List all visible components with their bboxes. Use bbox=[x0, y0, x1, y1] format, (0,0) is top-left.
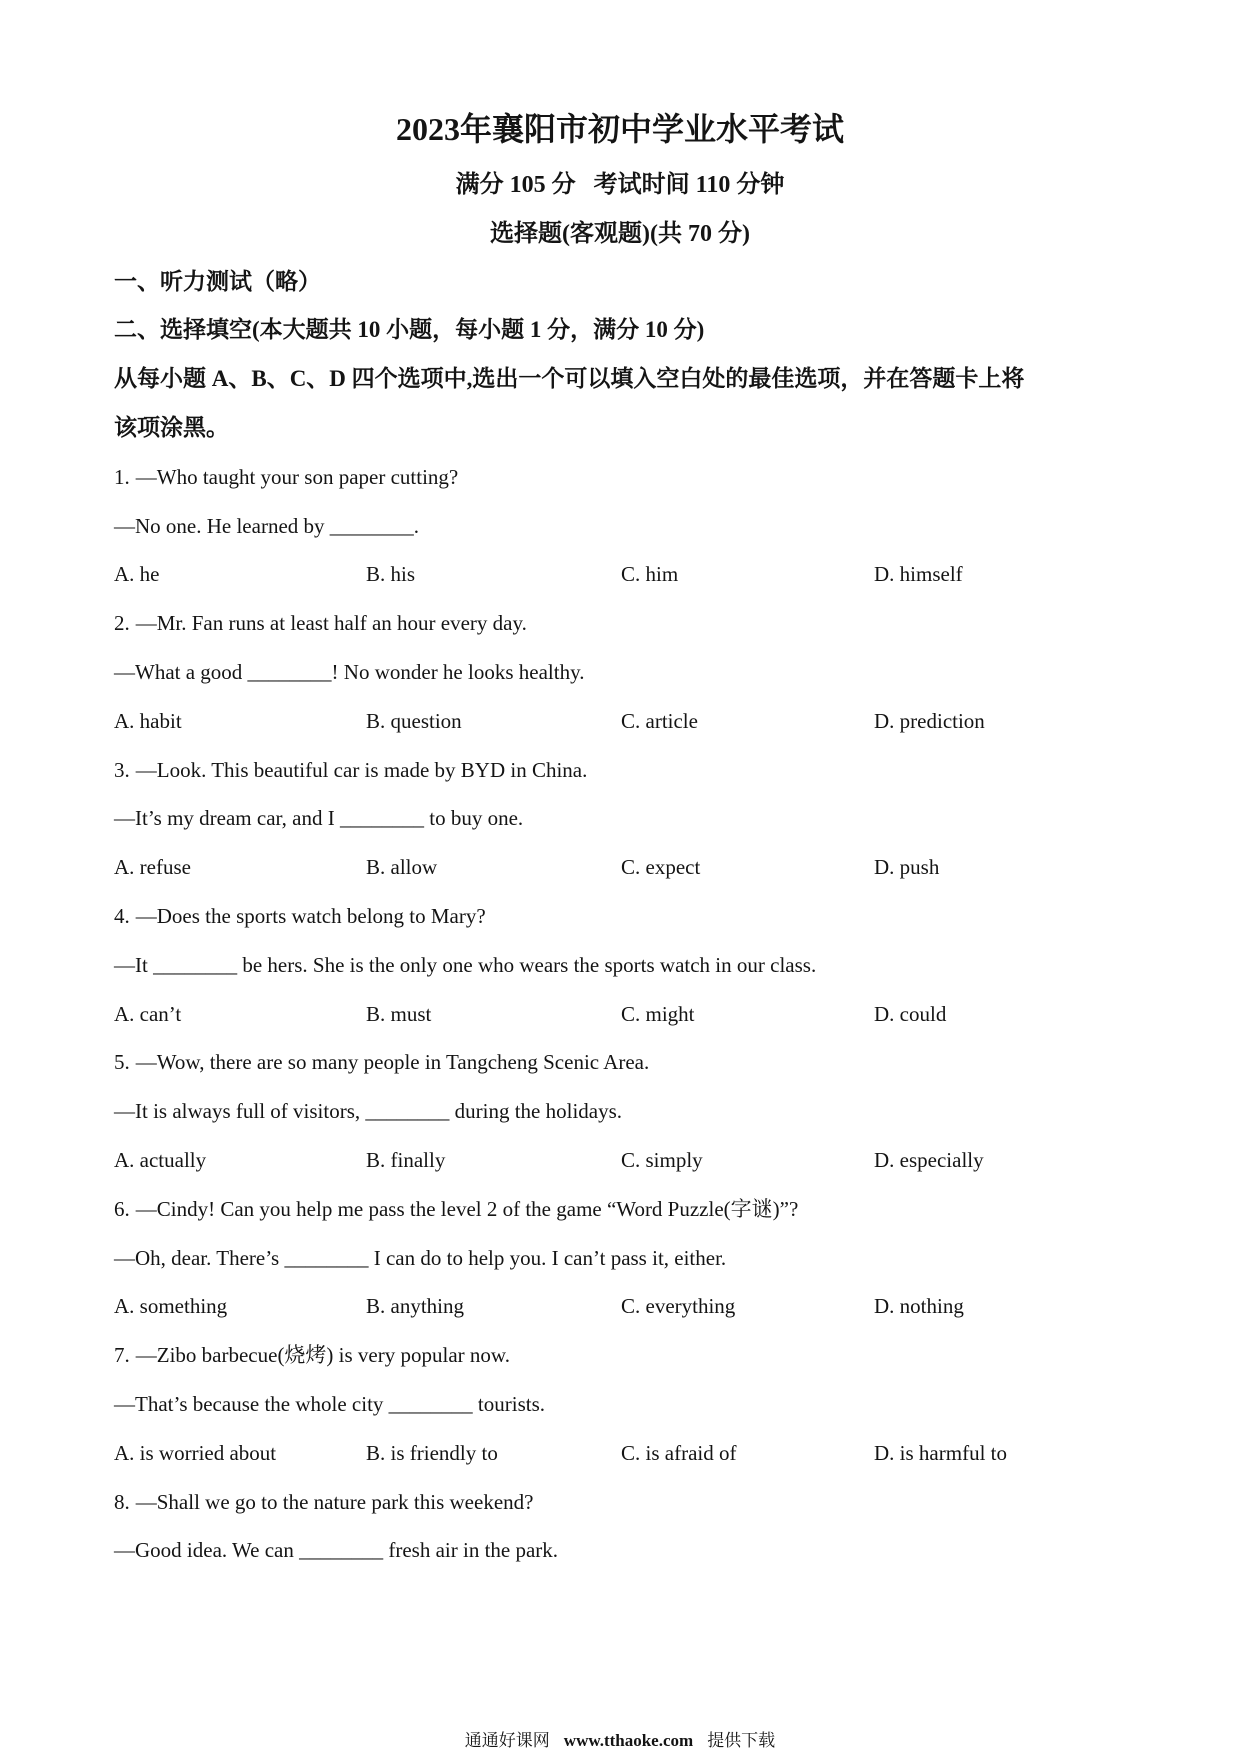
option-d: D. push bbox=[874, 855, 940, 880]
question-reply: —It is always full of visitors, ________ during the holidays. bbox=[114, 1099, 623, 1124]
question-options bbox=[114, 843, 1124, 892]
question-number: 8. bbox=[114, 1489, 130, 1514]
question-number: 3. bbox=[114, 757, 130, 782]
option-c: C. might bbox=[621, 1001, 695, 1026]
question-prompt-text: —Mr. Fan runs at least half an hour every day. bbox=[135, 611, 527, 636]
question-number: 4. bbox=[114, 903, 130, 928]
question-prompt-text: —Wow, there are so many people in Tangcheng Scenic Area. bbox=[135, 1050, 650, 1075]
question-prompt bbox=[114, 1331, 1124, 1380]
question-options bbox=[114, 550, 1124, 599]
question-prompt bbox=[114, 453, 1124, 502]
option-b: B. allow bbox=[366, 855, 438, 880]
option-a: A. refuse bbox=[114, 855, 191, 880]
question-2 bbox=[114, 599, 1124, 745]
question-8 bbox=[114, 1478, 1124, 1576]
footer-url: www.tthaoke.com bbox=[563, 1731, 694, 1750]
question-reply: —Oh, dear. There’s ________ I can do to help you. I can’t pass it, either. bbox=[114, 1245, 727, 1270]
question-prompt-text: —Zibo barbecue(烧烤) is very popular now. bbox=[135, 1343, 510, 1368]
option-b: B. his bbox=[366, 562, 416, 587]
option-b: B. finally bbox=[366, 1147, 446, 1172]
question-reply: —That’s because the whole city ________ tourists. bbox=[114, 1391, 546, 1416]
question-reply: —No one. He learned by ________. bbox=[114, 513, 420, 538]
question-number: 7. bbox=[114, 1343, 130, 1368]
option-d: D. could bbox=[874, 1001, 947, 1026]
option-b: B. anything bbox=[366, 1294, 464, 1319]
option-a: A. actually bbox=[114, 1147, 207, 1172]
question-number: 1. bbox=[114, 464, 130, 489]
option-c: C. him bbox=[621, 562, 679, 587]
question-reply: —Good idea. We can ________ fresh air in the park. bbox=[114, 1538, 559, 1563]
option-c: C. is afraid of bbox=[621, 1440, 737, 1465]
option-d: D. himself bbox=[874, 562, 963, 587]
question-options bbox=[114, 1429, 1124, 1478]
option-c: C. everything bbox=[621, 1294, 736, 1319]
question-number: 6. bbox=[114, 1196, 130, 1221]
question-reply: —It’s my dream car, and I ________ to buy one. bbox=[114, 806, 524, 831]
option-b: B. question bbox=[366, 708, 462, 733]
option-a: A. can’t bbox=[114, 1001, 182, 1026]
question-options bbox=[114, 697, 1124, 746]
score-and-time-line: 满分 105 分 考试时间 110 分钟 bbox=[455, 172, 785, 198]
option-d: D. is harmful to bbox=[874, 1440, 1007, 1465]
question-number: 2. bbox=[114, 611, 130, 636]
option-c: C. expect bbox=[621, 855, 701, 880]
option-a: A. he bbox=[114, 562, 160, 587]
question-reply: —It ________ be hers. She is the only one who wears the sports watch in our class. bbox=[114, 952, 817, 977]
option-b: B. must bbox=[366, 1001, 432, 1026]
part2-instructions-line-1: 从每小题 A、B、C、D 四个选项中,选出一个可以填入空白处的最佳选项，并在答题卡上将 bbox=[114, 366, 1025, 392]
question-7 bbox=[114, 1331, 1124, 1477]
option-c: C. simply bbox=[621, 1147, 703, 1172]
option-a: A. habit bbox=[114, 708, 182, 733]
question-options bbox=[114, 1136, 1124, 1185]
option-d: D. prediction bbox=[874, 708, 985, 733]
question-1 bbox=[114, 453, 1124, 599]
option-d: D. nothing bbox=[874, 1294, 964, 1319]
question-5 bbox=[114, 1038, 1124, 1184]
question-prompt-text: —Cindy! Can you help me pass the level 2 of the game “Word Puzzle(字谜)”? bbox=[135, 1196, 799, 1221]
exam-title: 2023年襄阳市初中学业水平考试 bbox=[395, 111, 844, 147]
question-reply: —What a good ________! No wonder he looks healthy. bbox=[114, 659, 585, 684]
question-3 bbox=[114, 746, 1124, 892]
part2-instructions-line-2: 该项涂黑。 bbox=[114, 414, 229, 440]
question-prompt-text: —Does the sports watch belong to Mary? bbox=[135, 903, 486, 928]
question-options bbox=[114, 1282, 1124, 1331]
page-footer bbox=[0, 1730, 1240, 1752]
option-d: D. especially bbox=[874, 1147, 984, 1172]
footer-site-name: 通通好课网 bbox=[464, 1731, 550, 1750]
question-prompt bbox=[114, 599, 1124, 648]
part1-heading: 一、听力测试（略） bbox=[114, 268, 321, 294]
section-title: 选择题(客观题)(共 70 分) bbox=[490, 221, 750, 247]
question-prompt-text: —Shall we go to the nature park this weekend? bbox=[135, 1489, 534, 1514]
question-prompt bbox=[114, 746, 1124, 795]
question-prompt bbox=[114, 892, 1124, 941]
option-c: C. article bbox=[621, 708, 698, 733]
exam-body bbox=[114, 258, 1124, 1576]
question-number: 5. bbox=[114, 1050, 130, 1075]
question-prompt bbox=[114, 1478, 1124, 1527]
option-a: A. something bbox=[114, 1294, 228, 1319]
question-options bbox=[114, 990, 1124, 1039]
part2-heading: 二、选择填空(本大题共 10 小题，每小题 1 分，满分 10 分) bbox=[114, 317, 705, 343]
option-a: A. is worried about bbox=[114, 1440, 277, 1465]
footer-suffix: 提供下载 bbox=[707, 1731, 776, 1750]
question-prompt bbox=[114, 1185, 1124, 1234]
question-prompt-text: —Who taught your son paper cutting? bbox=[135, 464, 459, 489]
question-4 bbox=[114, 892, 1124, 1038]
question-prompt bbox=[114, 1038, 1124, 1087]
question-6 bbox=[114, 1185, 1124, 1331]
question-prompt-text: —Look. This beautiful car is made by BYD in China. bbox=[135, 757, 588, 782]
option-b: B. is friendly to bbox=[366, 1440, 498, 1465]
